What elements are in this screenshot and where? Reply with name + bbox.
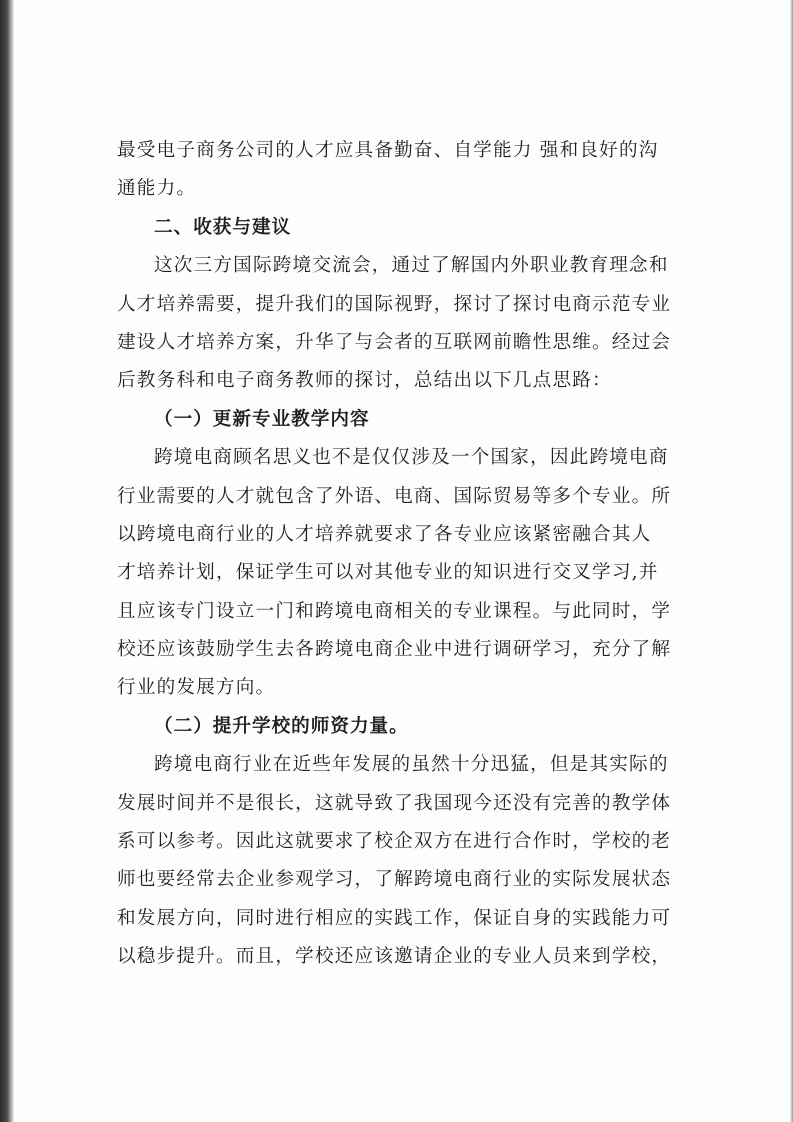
paragraph-2 <box>117 746 695 976</box>
text-line: 系可以参考。因此这就要求了校企双方在进行合作时，学校的老 <box>117 831 672 853</box>
text-line: 这次三方国际跨境交流会，通过了解国内外职业教育理念和 <box>154 255 669 277</box>
text-line: 且应该专门设立一门和跨境电商相关的专业课程。与此同时，学 <box>117 600 672 622</box>
text-line: 建设人才培养方案，升华了与会者的互联网前瞻性思维。经过会 <box>117 331 672 353</box>
subheading-2 <box>117 708 695 746</box>
text-line: 最受电子商务公司的人才应具备勤奋、自学能力 强和良好的沟 <box>117 140 659 161</box>
text-line: 跨境电商行业在近些年发展的虽然十分迅猛，但是其实际的 <box>154 754 669 776</box>
paragraph-1 <box>117 439 695 708</box>
section-heading-text: 二、收获与建议 <box>154 216 292 238</box>
text-line: 跨境电商顾名思义也不是仅仅涉及一个国家，因此跨境电商 <box>154 447 669 469</box>
intro-paragraph <box>117 132 695 209</box>
text-line: 才培养计划，保证学生可以对其他专业的知识进行交叉学习,并 <box>117 562 659 584</box>
subheading-1 <box>117 401 695 439</box>
text-line: 以稳步提升。而且，学校还应该邀请企业的专业人员来到学校， <box>117 946 672 968</box>
subheading-2-text: （二）提升学校的师资力量。 <box>154 715 409 737</box>
text-line: 后教务科和电子商务教师的探讨，总结出以下几点思路： <box>117 370 612 392</box>
text-line: 师也要经常去企业参观学习，了解跨境电商行业的实际发展状态 <box>117 869 672 891</box>
text-line: 和发展方向，同时进行相应的实践工作，保证自身的实践能力可 <box>117 907 672 929</box>
scan-shadow-edge <box>0 0 14 1122</box>
text-line: 行业的发展方向。 <box>117 677 276 699</box>
section-heading <box>117 209 695 247</box>
text-line: 人才培养需要，提升我们的国际视野，探讨了探讨电商示范专业 <box>117 293 672 315</box>
text-line: 以跨境电商行业的人才培养就要求了各专业应该紧密融合其人 <box>117 523 652 545</box>
text-line: 发展时间并不是很长，这就导致了我国现今还没有完善的教学体 <box>117 792 672 814</box>
document-body <box>117 132 695 977</box>
summary-paragraph <box>117 247 695 401</box>
subheading-1-text: （一）更新专业教学内容 <box>154 408 370 430</box>
text-line: 行业需要的人才就包含了外语、电商、国际贸易等多个专业。所 <box>117 485 672 507</box>
text-line: 校还应该鼓励学生去各跨境电商企业中进行调研学习，充分了解 <box>117 639 672 661</box>
text-line: 通能力。 <box>117 178 197 200</box>
